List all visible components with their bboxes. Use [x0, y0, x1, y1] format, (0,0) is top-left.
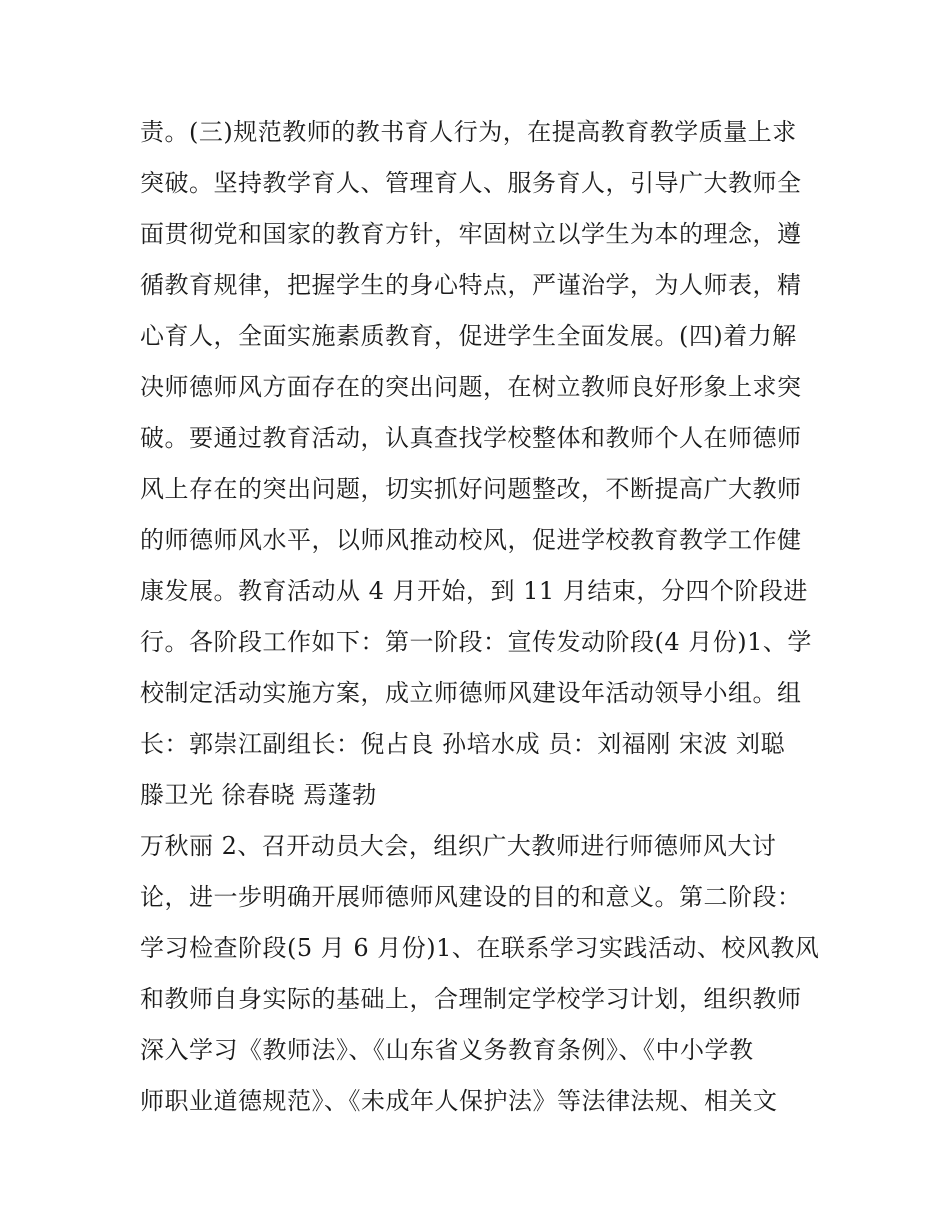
text-line-12: 校制定活动实施方案，成立师德师风建设年活动领导小组。组 [140, 679, 802, 707]
text-line-13: 长：郭崇江副组长：倪占良 孙培水成 员：刘福刚 宋波 刘聪 [140, 730, 786, 758]
text-line-9: 的师德师风水平，以师风推动校风，促进学校教育教学工作健 [140, 526, 802, 554]
text-line-17: 学习检查阶段(5 月 6 月份)1、在联系学习实践活动、校风教风 [140, 934, 820, 962]
text-line-8: 风上存在的突出问题，切实抓好问题整改，不断提高广大教师 [140, 475, 802, 503]
text-line-1: 责。(三)规范教师的教书育人行为，在提高教育教学质量上求 [140, 118, 797, 146]
text-line-2: 突破。坚持教学育人、管理育人、服务育人，引导广大教师全 [140, 169, 802, 197]
text-line-7: 破。要通过教育活动，认真查找学校整体和教师个人在师德师 [140, 424, 802, 452]
text-line-15: 万秋丽 2、召开动员大会，组织广大教师进行师德师风大讨 [140, 832, 777, 860]
text-line-10: 康发展。教育活动从 4 月开始，到 11 月结束，分四个阶段进 [140, 577, 808, 605]
text-line-3: 面贯彻党和国家的教育方针，牢固树立以学生为本的理念，遵 [140, 220, 802, 248]
text-line-18: 和教师自身实际的基础上，合理制定学校学习计划，组织教师 [140, 985, 802, 1013]
text-line-4: 循教育规律，把握学生的身心特点，严谨治学，为人师表，精 [140, 271, 802, 299]
text-line-6: 决师德师风方面存在的突出问题，在树立教师良好形象上求突 [140, 373, 802, 401]
body-text [140, 107, 820, 1127]
text-line-19: 深入学习《教师法》、《山东省义务教育条例》、《中小学教 [140, 1036, 754, 1064]
text-line-11: 行。各阶段工作如下：第一阶段：宣传发动阶段(4 月份)1、学 [140, 628, 812, 656]
text-line-5: 心育人，全面实施素质教育，促进学生全面发展。(四)着力解 [140, 322, 797, 350]
text-line-14: 滕卫光 徐春晓 焉蓬勃 [140, 781, 377, 809]
text-line-20: 师职业道德规范》、《未成年人保护法》等法律法规、相关文 [140, 1087, 778, 1115]
text-line-16: 论，进一步明确开展师德师风建设的目的和意义。第二阶段： [140, 883, 802, 911]
